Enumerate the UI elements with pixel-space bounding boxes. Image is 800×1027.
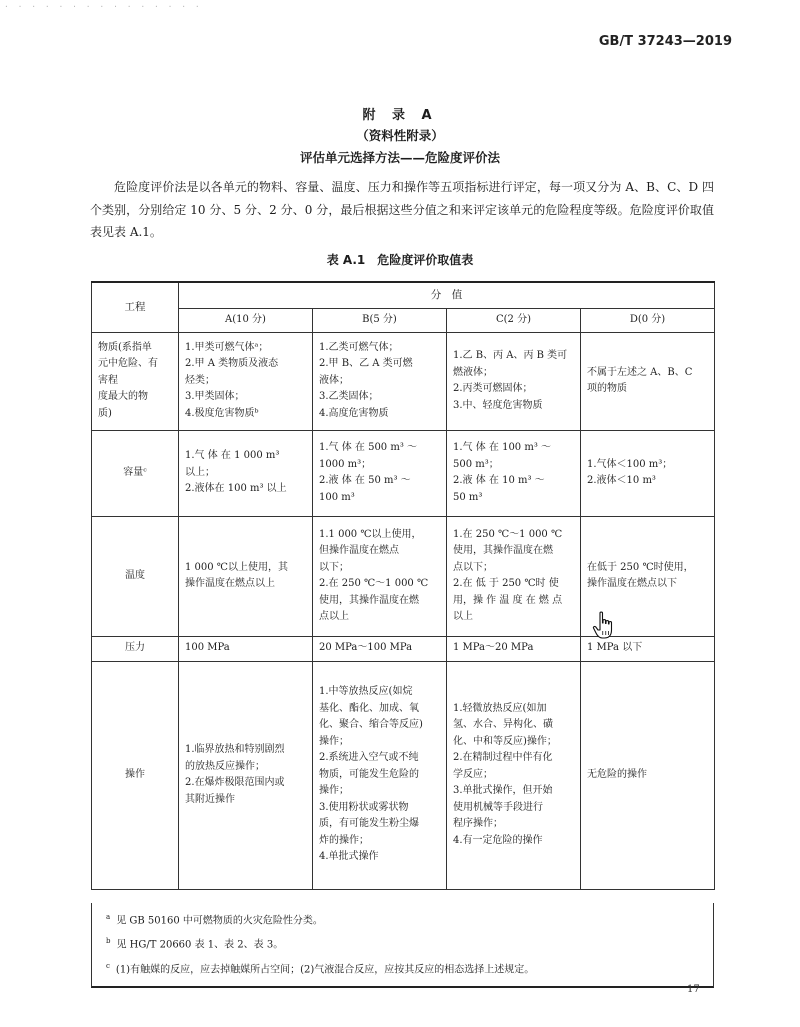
annex-subtitle: （资料性附录） bbox=[356, 128, 444, 143]
cell-line: 2.甲 B、乙 A 类可燃 bbox=[319, 358, 413, 370]
cell-line: 100 m³ bbox=[319, 491, 355, 503]
cell-line: 以上 bbox=[453, 611, 473, 622]
cell-line: 1000 m³； bbox=[319, 458, 372, 470]
cell-line: 2.在 250 ℃～1 000 ℃ bbox=[319, 578, 429, 589]
cell-line: 用，操 作 温 度 在 燃 点 bbox=[453, 594, 563, 606]
cell-a bbox=[179, 661, 313, 889]
cell-line: 不属于左述之 A、B、C bbox=[587, 366, 693, 378]
cell-line: 1.临界放热和特别剧烈 bbox=[185, 744, 285, 755]
cell-line: 3.单批式操作，但开始 bbox=[453, 785, 553, 797]
cell-a bbox=[179, 636, 313, 661]
cell-line: 基化、酯化、加成、氧 bbox=[319, 702, 419, 714]
annex-title: 附 录 A bbox=[362, 108, 438, 123]
cell-line: 1 MPa～20 MPa bbox=[453, 642, 534, 654]
annex-heading: 评估单元选择方法——危险度评价法 bbox=[299, 150, 500, 165]
cell-line: 4.高度危害物质 bbox=[319, 407, 389, 419]
cell-line: 2.甲 A 类物质及液态 bbox=[185, 358, 279, 370]
cell-c bbox=[447, 430, 581, 516]
footnote-text: 见 HG/T 20660 表 1、表 2、表 3。 bbox=[116, 939, 284, 951]
table-title: 表 A.1 危险度评价取值表 bbox=[326, 253, 474, 267]
row-label bbox=[92, 516, 179, 636]
cell-line: 1.气 体 在 1 000 m³ bbox=[185, 450, 280, 462]
cell-line: 1.乙类可燃气体； bbox=[319, 341, 399, 353]
cell-line: 的放热反应操作； bbox=[185, 760, 265, 772]
scan-dots: · · · · · · · · · · · · · · · bbox=[4, 2, 202, 11]
footnote-mark: b bbox=[106, 937, 111, 946]
table-subheader-row bbox=[92, 308, 715, 332]
header-item: 工程 bbox=[92, 282, 179, 332]
cell-line: 1.气体＜100 m³； bbox=[587, 458, 673, 470]
cell-line: 物质，可能发生危险的 bbox=[319, 768, 419, 780]
header-score: 分 值 bbox=[179, 282, 715, 308]
cell-a bbox=[179, 430, 313, 516]
table-row bbox=[92, 636, 715, 661]
table-header-row bbox=[92, 282, 715, 308]
cell-line: 1.甲类可燃气体ᵃ； bbox=[185, 341, 269, 353]
cell-c bbox=[447, 636, 581, 661]
cell-line: 2.液体在 100 m³ 以上 bbox=[185, 483, 287, 495]
cell-line: 3.乙类固体； bbox=[319, 391, 379, 403]
cell-line: 1.气 体 在 100 m³ ～ bbox=[453, 442, 552, 453]
cell-line: 操作； bbox=[319, 735, 349, 747]
standard-number: GB/T 37243—2019 bbox=[598, 34, 732, 49]
cell-line: 炸的操作； bbox=[319, 834, 369, 846]
cell-line: 操作 bbox=[125, 768, 145, 780]
table-row bbox=[92, 661, 715, 889]
cell-line: 1 MPa 以下 bbox=[587, 642, 643, 654]
cell-line: 使用，其操作温度在燃 bbox=[319, 594, 419, 606]
row-label bbox=[92, 430, 179, 516]
cell-line: 1.轻微放热反应(如加 bbox=[453, 702, 547, 714]
header-col-d: D(0 分) bbox=[581, 308, 715, 332]
cell-line: 1.乙 B、丙 A、丙 B 类可 bbox=[453, 350, 568, 361]
table-footnotes bbox=[91, 903, 714, 988]
cell-line: 50 m³ bbox=[453, 491, 483, 503]
cell-line: 元中危险、有 bbox=[98, 358, 158, 370]
cell-b bbox=[313, 430, 447, 516]
cell-b bbox=[313, 636, 447, 661]
cell-line: 项的物质 bbox=[587, 383, 627, 394]
row-label bbox=[92, 332, 179, 430]
footnote-text: (1)有触媒的反应，应去掉触媒所占空间；(2)气液混合反应，应按其反应的相态选择上述规定。 bbox=[115, 963, 535, 975]
cell-line: 程序操作； bbox=[453, 818, 503, 830]
cell-a bbox=[179, 516, 313, 636]
cell-b bbox=[313, 332, 447, 430]
header-col-a: A(10 分) bbox=[179, 308, 313, 332]
cell-line: 2.液 体 在 10 m³ ～ bbox=[453, 475, 545, 486]
cell-c bbox=[447, 661, 581, 889]
cell-line: 化、聚合、缩合等反应) bbox=[319, 719, 423, 731]
cell-line: 物质(系指单 bbox=[98, 341, 152, 353]
cell-line: 1.中等放热反应(如烷 bbox=[319, 686, 413, 698]
cell-line: 2.在 低 于 250 ℃时 使 bbox=[453, 578, 559, 589]
risk-score-table bbox=[91, 281, 715, 890]
cell-line: 其附近操作 bbox=[185, 793, 235, 805]
cell-line: 3.甲类固体； bbox=[185, 391, 245, 403]
cell-line: 20 MPa～100 MPa bbox=[319, 642, 413, 654]
hand-pointer-icon bbox=[592, 611, 618, 641]
cell-line: 4.有一定危险的操作 bbox=[453, 834, 543, 846]
cell-line: 100 MPa bbox=[185, 642, 230, 654]
cell-line: 在低于 250 ℃时使用， bbox=[587, 561, 694, 573]
cell-line: 以上； bbox=[185, 466, 215, 478]
cell-line: 但操作温度在燃点 bbox=[319, 545, 399, 556]
cell-line: 2.液 体 在 50 m³ ～ bbox=[319, 475, 411, 486]
cell-line: 使用，其操作温度在燃 bbox=[453, 545, 553, 556]
cell-line: 氢、水合、异构化、磺 bbox=[453, 719, 553, 731]
cell-line: 操作温度在燃点以上 bbox=[185, 578, 275, 589]
table-row bbox=[92, 332, 715, 430]
cell-d bbox=[581, 430, 715, 516]
cell-d bbox=[581, 332, 715, 430]
cell-b bbox=[313, 516, 447, 636]
header-col-b: B(5 分) bbox=[313, 308, 447, 332]
intro-paragraph: 危险度评价法是以各单元的物料、容量、温度、压力和操作等五项指标进行评定，每一项又分为 A、B、C、D 四个类别，分别给定 10 分、5 分、2 分、0 分，最后根据这些分值之和来评定该单元的危险程度等级。危险度评价取值表见表 A.1。 bbox=[90, 180, 714, 239]
footnote-mark: c bbox=[106, 961, 110, 970]
cell-line: 液体； bbox=[319, 374, 349, 386]
cell-d bbox=[581, 661, 715, 889]
cell-line: 2.系统进入空气或不纯 bbox=[319, 752, 419, 764]
cell-line: 度最大的物 bbox=[98, 391, 148, 403]
table-row bbox=[92, 430, 715, 516]
cell-line: 1 000 ℃以上使用，其 bbox=[185, 561, 288, 573]
cell-line: 点以上 bbox=[319, 611, 349, 622]
header-col-c: C(2 分) bbox=[447, 308, 581, 332]
page-number: 17 bbox=[687, 984, 700, 995]
footnote bbox=[106, 907, 705, 931]
footnote-mark: a bbox=[106, 913, 111, 921]
cell-c bbox=[447, 516, 581, 636]
cell-line: 1.1 000 ℃以上使用， bbox=[319, 528, 422, 540]
cell-line: 质) bbox=[98, 407, 112, 419]
cell-line: 500 m³； bbox=[453, 458, 499, 470]
cell-line: 2.在爆炸极限范围内或 bbox=[185, 777, 285, 788]
footnote bbox=[106, 931, 705, 955]
cell-line: 点以下； bbox=[453, 561, 493, 573]
cell-line: 2.液体＜10 m³ bbox=[587, 475, 656, 486]
cell-line: 容量ᶜ bbox=[123, 466, 147, 478]
footnote-text: 见 GB 50160 中可燃物质的火灾危险性分类。 bbox=[116, 915, 323, 927]
cell-line: 2.丙类可燃固体； bbox=[453, 383, 533, 394]
cell-line: 使用机械等手段进行 bbox=[453, 801, 543, 813]
cell-line: 化、中和等反应)操作； bbox=[453, 735, 557, 747]
cell-line: 操作温度在燃点以下 bbox=[587, 578, 677, 589]
table-row bbox=[92, 516, 715, 636]
cell-line: 以下； bbox=[319, 561, 349, 573]
cell-line: 烃类； bbox=[185, 374, 215, 386]
cell-line: 压力 bbox=[125, 642, 145, 654]
cell-line: 1.在 250 ℃～1 000 ℃ bbox=[453, 528, 563, 540]
cell-c bbox=[447, 332, 581, 430]
cell-line: 2.在精制过程中伴有化 bbox=[453, 752, 553, 764]
cell-b bbox=[313, 661, 447, 889]
cell-line: 4.单批式操作 bbox=[319, 851, 379, 863]
cell-line: 操作； bbox=[319, 785, 349, 797]
cell-line: 质，有可能发生粉尘爆 bbox=[319, 818, 419, 830]
cell-line: 学反应； bbox=[453, 768, 493, 780]
row-label bbox=[92, 636, 179, 661]
cell-line: 3.中、轻度危害物质 bbox=[453, 399, 543, 411]
cell-line: 温度 bbox=[125, 569, 145, 581]
cell-a bbox=[179, 332, 313, 430]
cell-line: 燃液体； bbox=[453, 366, 493, 378]
cell-line: 害程 bbox=[98, 374, 118, 386]
cell-line: 4.极度危害物质ᵇ bbox=[185, 407, 259, 419]
cell-line: 1.气 体 在 500 m³ ～ bbox=[319, 442, 418, 453]
cell-line: 3.使用粉状或雾状物 bbox=[319, 801, 409, 813]
cell-line: 无危险的操作 bbox=[587, 768, 647, 780]
footnote bbox=[106, 956, 705, 980]
row-label bbox=[92, 661, 179, 889]
